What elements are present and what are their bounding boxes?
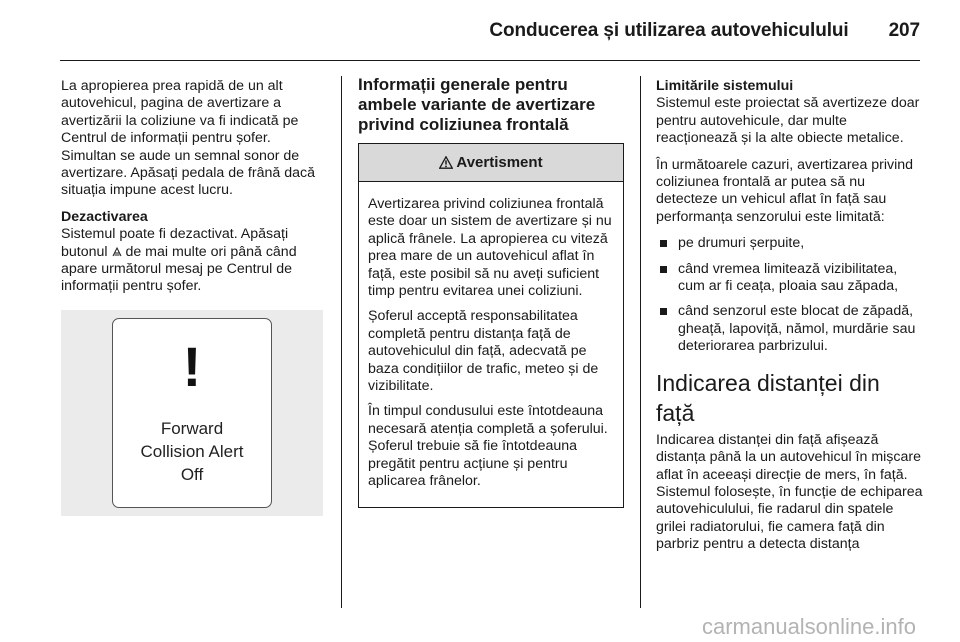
warning-paragraph-3: În timpul condusului este întotdeauna necesară atenția completă a șoferului. Șoferul trebuie să fie întotdeauna pregătit pentru acțiune și pentru aplicarea frânelor. [368, 403, 608, 490]
limitations-paragraph-1: Sistemul este proiectat să avertizeze doar pentru autovehicule, dar multe reacționează și la alte obiecte metalice. [656, 95, 920, 147]
display-line-3: Off [180, 464, 204, 484]
limitations-title: Limitările sistemului [656, 78, 794, 94]
list-item [656, 235, 924, 252]
list-item-text: pe drumuri șerpuite, [678, 235, 805, 252]
display-message [141, 417, 244, 486]
column-3 [656, 78, 924, 563]
deactivation-text-start: Sistemul poate fi dezactivat. Apăsați butonul [61, 226, 289, 260]
warning-paragraph-1: Avertizarea privind coliziunea frontală este doar un sistem de avertizare și nu aplică frânele. La apropierea cu viteză prea mare de un autovehicul aflat în față, este posibil să nu aveți suficient timp pentru evitarea unei coliziuni. [368, 196, 612, 300]
limitations-list [656, 235, 924, 355]
column-divider-left [341, 76, 342, 608]
list-item-text: când vremea limitează vizibilitatea, cum ar fi ceața, ploaia sau zăpada, [678, 260, 899, 295]
limitations-paragraph-2: În următoarele cazuri, avertizarea privind coliziunea frontală ar putea să nu detecteze un vehicul aflat în față sau performanța senzorului este limitată: [656, 156, 914, 225]
deactivation-section [61, 209, 327, 296]
header-rule [60, 60, 920, 61]
warning-title: Avertisment [456, 153, 543, 171]
header-title: Conducerea și utilizarea autovehiculului [489, 20, 849, 41]
display-line-2: Collision Alert [140, 441, 244, 461]
page-header [60, 20, 920, 46]
distance-indication-paragraph: Indicarea distanței din față afișează distanța până la un autovehicul în mișcare aflat în aceeași direcție de mers, în față. Sistemul folosește, în funcție de echiparea autovehiculului, fie radarul din spatele grilei radiatorului, fie camera față din parbriz pentru a detecta distanța [656, 431, 923, 553]
bullet-icon [660, 240, 667, 247]
column-2 [358, 75, 624, 508]
warning-triangle-icon [439, 156, 453, 169]
warning-box [358, 143, 624, 508]
driver-info-display-illustration [61, 310, 323, 516]
display-screen [112, 318, 272, 508]
deactivation-title: Dezactivarea [61, 208, 148, 225]
page-number: 207 [888, 20, 920, 41]
warning-body [359, 182, 623, 507]
list-item [656, 303, 924, 355]
warning-paragraph-2: Șoferul acceptă responsabilitatea completă pentru distanța față de autovehiculul din față, adecvată pe baza condițiilor de trafic, meteo și de vizibilitate. [368, 308, 599, 395]
general-info-heading: Informații generale pentru ambele variante de avertizare privind coliziunea frontală [358, 75, 596, 134]
distance-indication-heading: Indicarea distanței din față [656, 369, 880, 426]
warning-title-bar [359, 144, 623, 182]
watermark: carmanualsonline.info [701, 614, 916, 639]
bullet-icon [660, 308, 667, 315]
display-line-1: Forward [160, 418, 224, 438]
bullet-icon [660, 266, 667, 273]
list-item-text: când senzorul este blocat de zăpadă, gheață, lapoviță, nămol, murdărie sau deteriorarea parbrizului. [678, 303, 916, 355]
exclamation-icon: ! [182, 334, 202, 398]
column-1 [61, 78, 327, 516]
approach-warning-paragraph: La apropierea prea rapidă de un alt autovehicul, pagina de avertizare a avertizării la coliziune va fi indicată pe Centrul de informații pentru șofer. Simultan se aude un semnal sonor de avertizare. Apăsați pedala de frână dacă situația impune acest lucru. [61, 78, 315, 199]
collision-alert-button-icon [112, 247, 122, 257]
list-item [656, 261, 924, 296]
column-divider-right [640, 76, 641, 608]
deactivation-text-end: de mai multe ori până când apare următorul mesaj pe Centrul de informații pentru șofer. [61, 243, 297, 295]
limitations-section [656, 78, 924, 148]
